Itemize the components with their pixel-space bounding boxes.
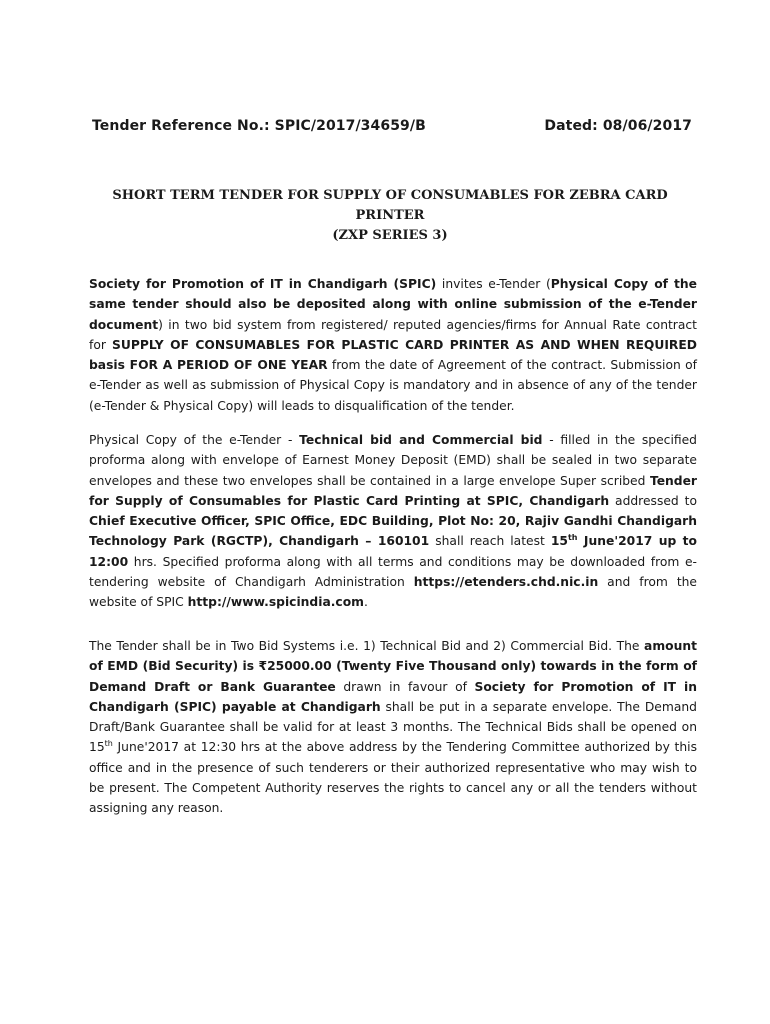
p3-date-suffix: th bbox=[104, 739, 113, 749]
title-line-2: (ZXP SERIES 3) bbox=[332, 228, 448, 243]
p3-text-3: shall be put in a separate envelope. The Demand Draft/Bank Guarantee shall be valid for at least 3 months. The Technical Bids shall be opened on 15 bbox=[89, 699, 697, 755]
p2-bids: Technical bid and Commercial bid bbox=[299, 433, 543, 447]
p3-text-2: drawn in favour of bbox=[335, 679, 475, 694]
tender-reference: Tender Reference No.: SPIC/2017/34659/B bbox=[92, 118, 426, 134]
title-line-1: SHORT TERM TENDER FOR SUPPLY OF CONSUMABLES FOR ZEBRA CARD PRINTER bbox=[112, 188, 668, 223]
p1-text-2: ) in two bid system from registered/ reputed agencies/firms for Annual Rate contract for bbox=[89, 317, 697, 352]
paragraph-2 bbox=[89, 430, 697, 613]
p1-physical-copy-note: Physical Copy of the same tender should also be deposited along with online submission of the e-Tender document bbox=[89, 277, 697, 332]
p2-text-7: . bbox=[363, 595, 368, 610]
p1-supply-scope: SUPPLY OF CONSUMABLES FOR PLASTIC CARD PRINTER AS AND WHEN REQUIRED basis FOR A PERIOD OF ONE YEAR bbox=[89, 337, 697, 373]
p3-emd-amount: amount of EMD (Bid Security) is ₹25000.00 (Twenty Five Thousand only) towards in the form of Demand Draft or Bank Guarantee bbox=[89, 639, 697, 694]
etenders-link[interactable]: https://etenders.chd.nic.in bbox=[413, 575, 599, 590]
p2-address: Chief Executive Officer, SPIC Office, EDC Building, Plot No: 20, Rajiv Gandhi Chandigarh Technology Park (RGCTP), Chandigarh – 160101 bbox=[89, 514, 697, 549]
p1-text-1: invites e-Tender ( bbox=[436, 277, 551, 291]
p2-deadline-suffix: th bbox=[567, 533, 578, 543]
p2-text-4: shall reach latest bbox=[429, 534, 551, 549]
p1-text-3: from the date of Agreement of the contract. Submission of e-Tender as well as submission of Physical Copy is mandatory and in absence of any of the tender (e-Tender & Physical Copy) will leads to disqualification of the tender. bbox=[89, 358, 697, 413]
p2-text-3: addressed to bbox=[609, 493, 697, 508]
p2-superscription: Tender for Supply of Consumables for Plastic Card Printing at SPIC, Chandigarh bbox=[89, 473, 697, 508]
p2-text-5: hrs. Specified proforma along with all terms and conditions may be downloaded from e-tendering website of Chandigarh Administration bbox=[89, 554, 697, 590]
tender-date: Dated: 08/06/2017 bbox=[544, 118, 692, 134]
p2-deadline-rest: June'2017 up to 12:00 bbox=[89, 534, 697, 569]
p2-text-1: Physical Copy of the e-Tender - bbox=[89, 433, 300, 447]
p1-organization: Society for Promotion of IT in Chandigarh (SPIC) bbox=[89, 277, 437, 291]
p3-text-1: The Tender shall be in Two Bid Systems i.e. 1) Technical Bid and 2) Commercial Bid. The bbox=[89, 639, 645, 653]
p2-text-6: and from the website of SPIC bbox=[89, 575, 697, 610]
paragraph-1 bbox=[89, 274, 697, 416]
p2-text-2: - filled in the specified proforma along with envelope of Earnest Money Deposit (EMD) shall be sealed in two separate envelopes and these two envelopes shall be contained in a large envelope Super scribed bbox=[89, 433, 697, 488]
p3-payee: Society for Promotion of IT in Chandigarh (SPIC) payable at Chandigarh bbox=[89, 679, 697, 714]
spic-website-link[interactable]: http://www.spicindia.com bbox=[187, 595, 364, 610]
document-header bbox=[92, 118, 692, 134]
document-title bbox=[80, 186, 700, 246]
p2-deadline-day: 15 bbox=[550, 534, 568, 549]
p3-text-4: June'2017 at 12:30 hrs at the above address by the Tendering Committee authorized by this office and in the presence of such tenderers or their authorized representative who may wish to be present. The Competent Authority reserves the rights to cancel any or all the tenders without assigning any reason. bbox=[89, 740, 697, 816]
paragraph-3 bbox=[89, 636, 697, 819]
